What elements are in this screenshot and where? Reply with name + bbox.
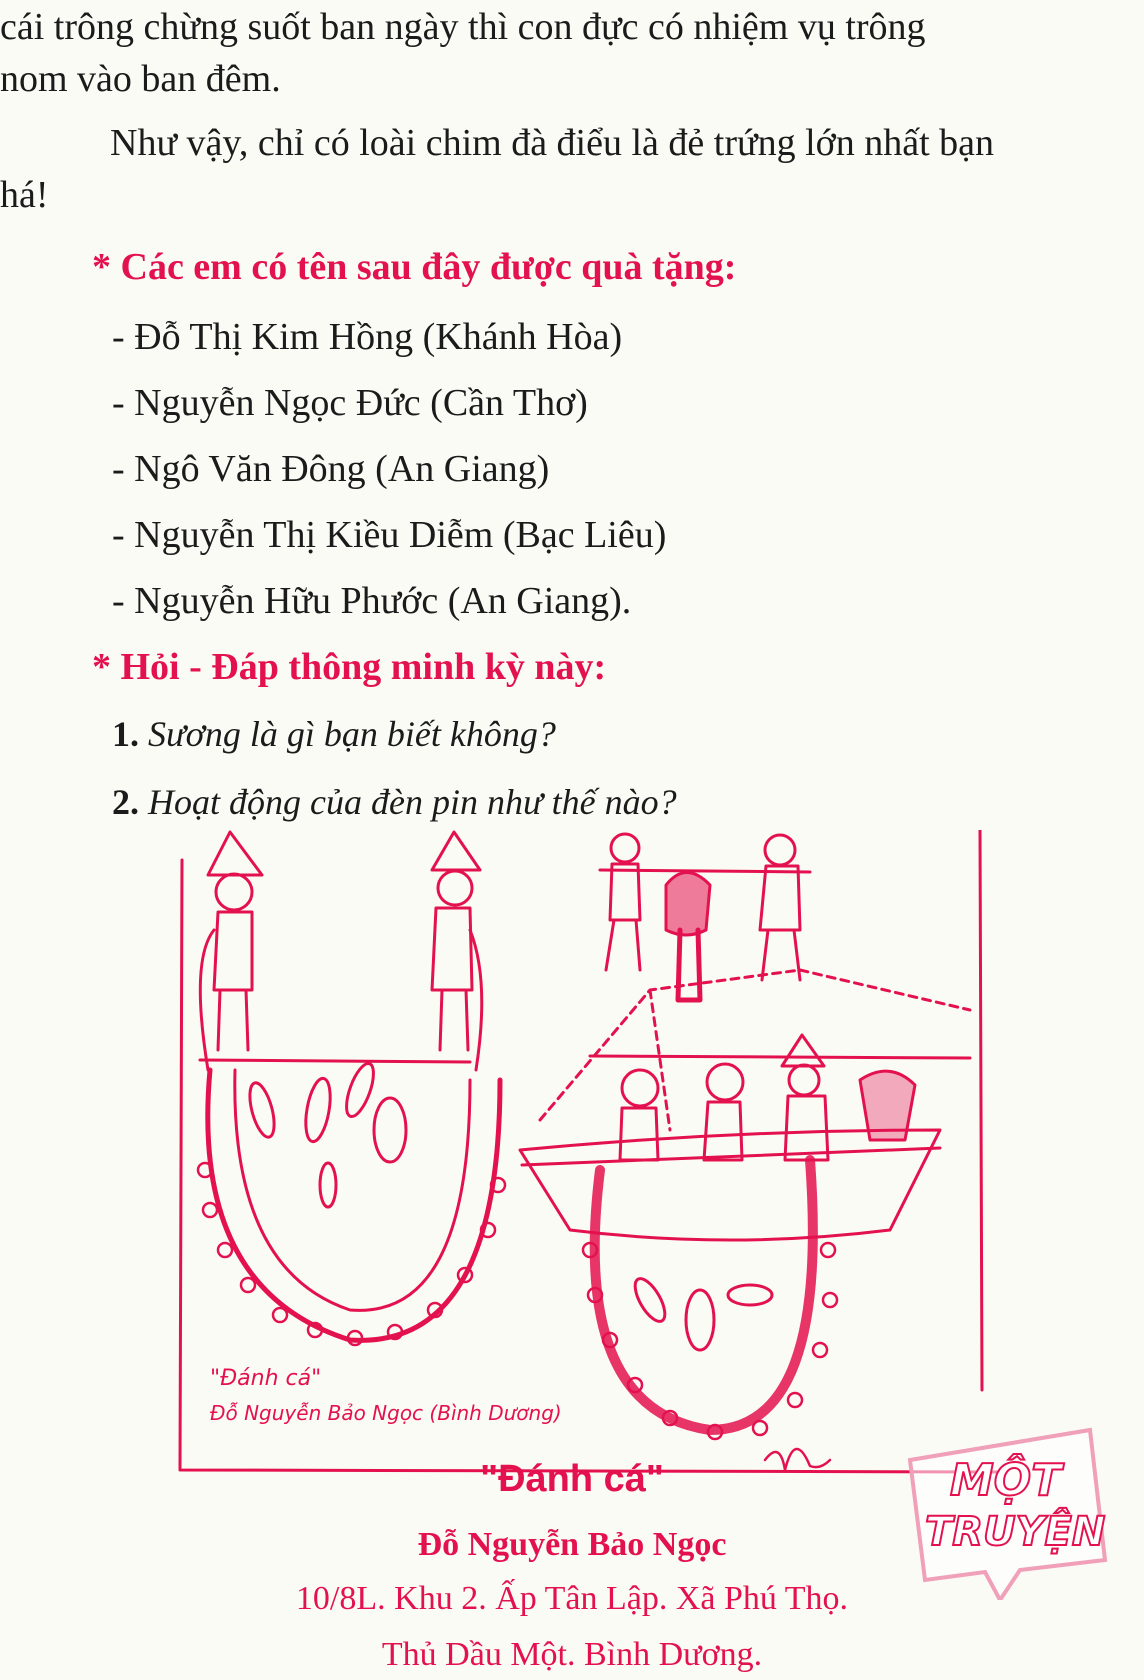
quiz-heading: * Hỏi - Đáp thông minh kỳ này: [92, 646, 607, 688]
question-number: 2. [112, 782, 139, 822]
intro-line-1: cái trông chừng suốt ban ngày thì con đực có nhiệm vụ trông [0, 6, 926, 48]
drawing-caption-address-2: Thủ Dầu Một. Bình Dương. [381, 1636, 763, 1673]
right-net [595, 1160, 813, 1430]
quiz-question-2 [112, 784, 677, 820]
handwritten-title: "Đánh cá" [210, 1366, 322, 1391]
question-text: Sương là gì bạn biết không? [148, 714, 556, 754]
basket-carriers [600, 834, 810, 1000]
boat-people [620, 1035, 915, 1160]
winner-item: - Đỗ Thị Kim Hồng (Khánh Hòa) [112, 316, 623, 358]
winners-heading: * Các em có tên sau đây được quà tặng: [92, 246, 737, 288]
boat [520, 1130, 940, 1240]
handwritten-author: Đỗ Nguyễn Bảo Ngọc (Bình Dương) [210, 1401, 562, 1425]
question-text: Hoạt động của đèn pin như thế nào? [148, 782, 677, 822]
intro-line-2: nom vào ban đêm. [0, 58, 281, 100]
svg-text:MỘT: MỘT [950, 1455, 1062, 1506]
intro-line-3: Như vậy, chỉ có loài chim đà điểu là đẻ trứng lớn nhất bạn [110, 122, 995, 164]
svg-text:TRUYỆN: TRUYỆN [925, 1509, 1106, 1555]
winner-item: - Ngô Văn Đông (An Giang) [112, 448, 550, 490]
drawing-caption-address-1: 10/8L. Khu 2. Ấp Tân Lập. Xã Phú Thọ. [295, 1580, 849, 1617]
question-number: 1. [112, 714, 139, 754]
mot-truyen-logo [890, 1420, 1120, 1600]
intro-line-4: há! [0, 174, 49, 216]
drawing-caption-author: Đỗ Nguyễn Bảo Ngọc [417, 1526, 727, 1563]
right-fish [629, 1274, 772, 1350]
quiz-question-1 [112, 716, 556, 752]
fishing-drawing [170, 830, 1010, 1500]
left-fish [245, 1060, 406, 1207]
left-fisherman-2 [432, 832, 482, 1070]
winner-item: - Nguyễn Thị Kiều Diễm (Bạc Liêu) [112, 514, 667, 556]
left-fisherman-1 [200, 832, 262, 1070]
winner-item: - Nguyễn Hữu Phước (An Giang). [112, 580, 632, 622]
drawing-caption-title: "Đánh cá" [480, 1458, 664, 1500]
winner-item: - Nguyễn Ngọc Đức (Cần Thơ) [112, 382, 588, 424]
